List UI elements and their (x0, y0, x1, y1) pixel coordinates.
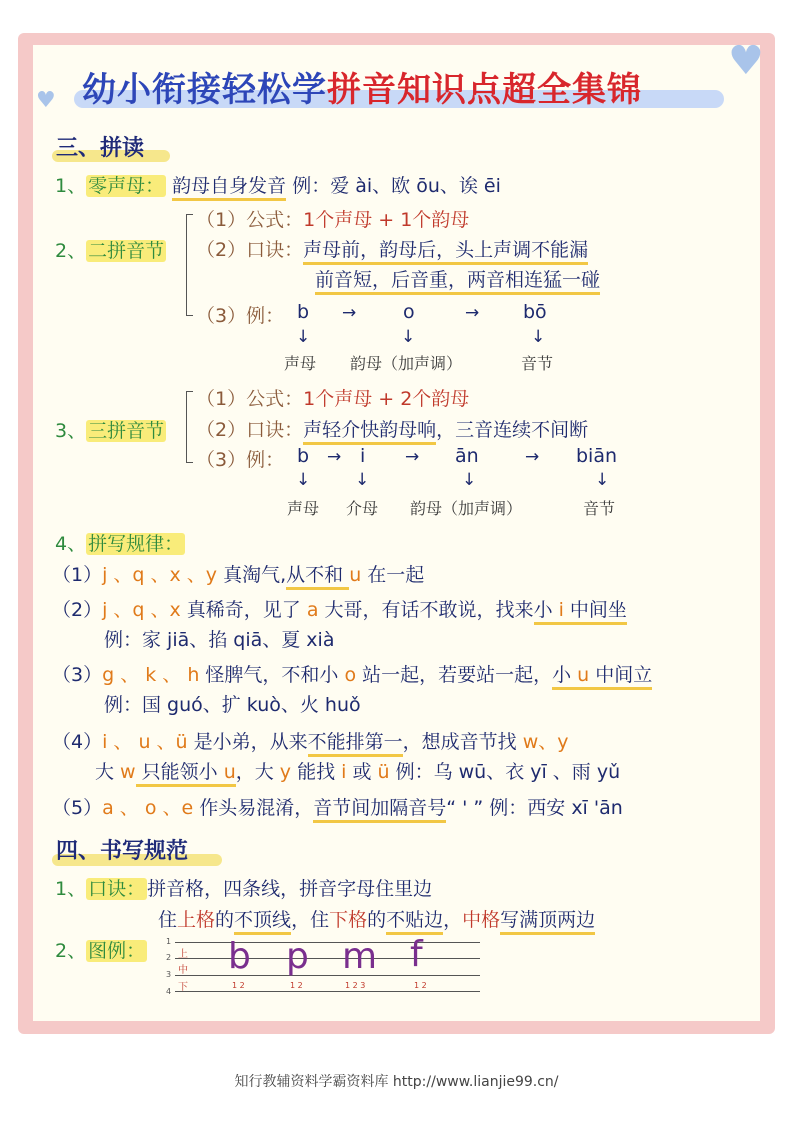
stroke-order: 1 2 (290, 981, 303, 990)
writing-rhyme: 1、 口诀： 拼音格，四条线，拼音字母住里边 (55, 878, 433, 900)
pinyin-bian: biān (576, 445, 618, 467)
rule-3-example: 例：国 guó、扩 kuò、火 huǒ (104, 694, 361, 716)
item-spelling-rules: 4、 拼写规律： (55, 533, 184, 555)
three-syllable-example: （3）例： (196, 449, 285, 471)
rule-4: （4）i 、 u 、ü 是小弟，从来不能排第一，想成音节找 w、y (52, 727, 568, 754)
two-syllable-formula: （1）公式：1个声母 + 1个韵母 (196, 209, 470, 231)
arrow: → (525, 447, 540, 467)
pinyin-i: i (360, 445, 366, 467)
label-medial: 介母 (346, 499, 379, 518)
zone-label-lower: 下 (178, 982, 188, 993)
rule-2: （2）j 、q 、x 真稀奇，见了 a 大哥，有话不敢说，找来小 i 中间坐 (52, 595, 627, 622)
rule-5: （5）a 、 o 、e 作头易混淆，音节间加隔音号“ ' ” 例：西安 xī 'ān (52, 793, 623, 820)
down-arrow: ↓ (296, 470, 311, 490)
grid-line (175, 991, 480, 992)
two-syllable-rhyme: （2）口诀：声母前，韵母后，头上声调不能漏 (196, 235, 588, 262)
pinyin-b: b (297, 445, 310, 467)
letter-f: f (410, 934, 423, 975)
brace (186, 391, 193, 463)
three-syllable-rhyme: （2）口诀：声轻介快韵母响，三音连续不间断 (196, 415, 588, 442)
grid-row-number: 1 (166, 937, 172, 946)
grid-line (175, 942, 480, 943)
stroke-order: 1 2 (414, 981, 427, 990)
down-arrow: ↓ (355, 470, 370, 490)
down-arrow: ↓ (595, 470, 610, 490)
brace (186, 214, 193, 316)
letter-m: m (342, 936, 378, 977)
letter-p: p (286, 936, 309, 977)
letter-b: b (228, 936, 251, 977)
heart-icon: ♥ (36, 88, 56, 113)
arrow: → (405, 447, 420, 467)
pinyin-o: o (403, 301, 415, 323)
grid-row-number: 3 (166, 970, 172, 979)
section-heading-3: 三、拼读 (56, 136, 145, 161)
arrow: → (327, 447, 342, 467)
down-arrow: ↓ (296, 327, 311, 347)
item-two-syllable-label: 2、 二拼音节 (55, 240, 165, 262)
down-arrow: ↓ (531, 327, 546, 347)
rule-3: （3）g 、 k 、 h 怪脾气，不和小 o 站一起，若要站一起，小 u 中间立 (52, 660, 652, 687)
stroke-order: 1 2 (232, 981, 245, 990)
grid-line (175, 958, 480, 959)
grid-row-number: 4 (166, 987, 172, 996)
item-zero-initial: 1、 零声母： 韵母自身发音 例：爱 ài、欧 ōu、诶 ēi (55, 171, 501, 198)
rule-2-example: 例：家 jiā、掐 qiā、夏 xià (104, 629, 335, 651)
label-syllable: 音节 (521, 354, 554, 373)
writing-example-label: 2、 图例： (55, 940, 146, 962)
down-arrow: ↓ (462, 470, 477, 490)
arrow: → (342, 303, 357, 323)
two-syllable-rhyme-line2: 前音短，后音重，两音相连猛一碰 (315, 265, 600, 292)
pinyin-an: ān (455, 445, 479, 467)
grid-row-number: 2 (166, 953, 172, 962)
rule-4-line2: 大 w 只能领小 u，大 y 能找 i 或 ü 例：乌 wū、衣 yī 、雨 yǔ (95, 757, 620, 784)
pinyin-bo: bō (523, 301, 547, 323)
two-syllable-example: （3）例： (196, 305, 285, 327)
grid-line (175, 975, 480, 976)
writing-rhyme-line2: 住上格的不顶线，住下格的不贴边，中格写满顶两边 (158, 905, 595, 932)
footer-source: 知行教辅资料学霸资料库 http://www.lianjie99.cn/ (234, 1074, 559, 1090)
label-syllable: 音节 (583, 499, 616, 518)
label-final-tone: 韵母（加声调） (350, 354, 463, 373)
page-title: 幼小衔接轻松学拼音知识点超全集锦 (82, 70, 642, 110)
arrow: → (465, 303, 480, 323)
heart-icon: ♥ (728, 38, 764, 84)
label-final-tone: 韵母（加声调） (410, 499, 523, 518)
pinyin-b: b (297, 301, 310, 323)
rule-1: （1）j 、q 、x 、y 真淘气,从不和 u 在一起 (52, 560, 424, 587)
stroke-order: 1 2 3 (345, 981, 366, 990)
three-syllable-formula: （1）公式：1个声母 + 2个韵母 (196, 388, 470, 410)
down-arrow: ↓ (401, 327, 416, 347)
zone-label-middle: 中 (178, 965, 188, 976)
section-heading-4: 四、书写规范 (56, 839, 189, 864)
label-initial: 声母 (284, 354, 317, 373)
item-three-syllable-label: 3、 三拼音节 (55, 420, 165, 442)
label-initial: 声母 (287, 499, 320, 518)
zone-label-upper: 上 (178, 949, 188, 960)
